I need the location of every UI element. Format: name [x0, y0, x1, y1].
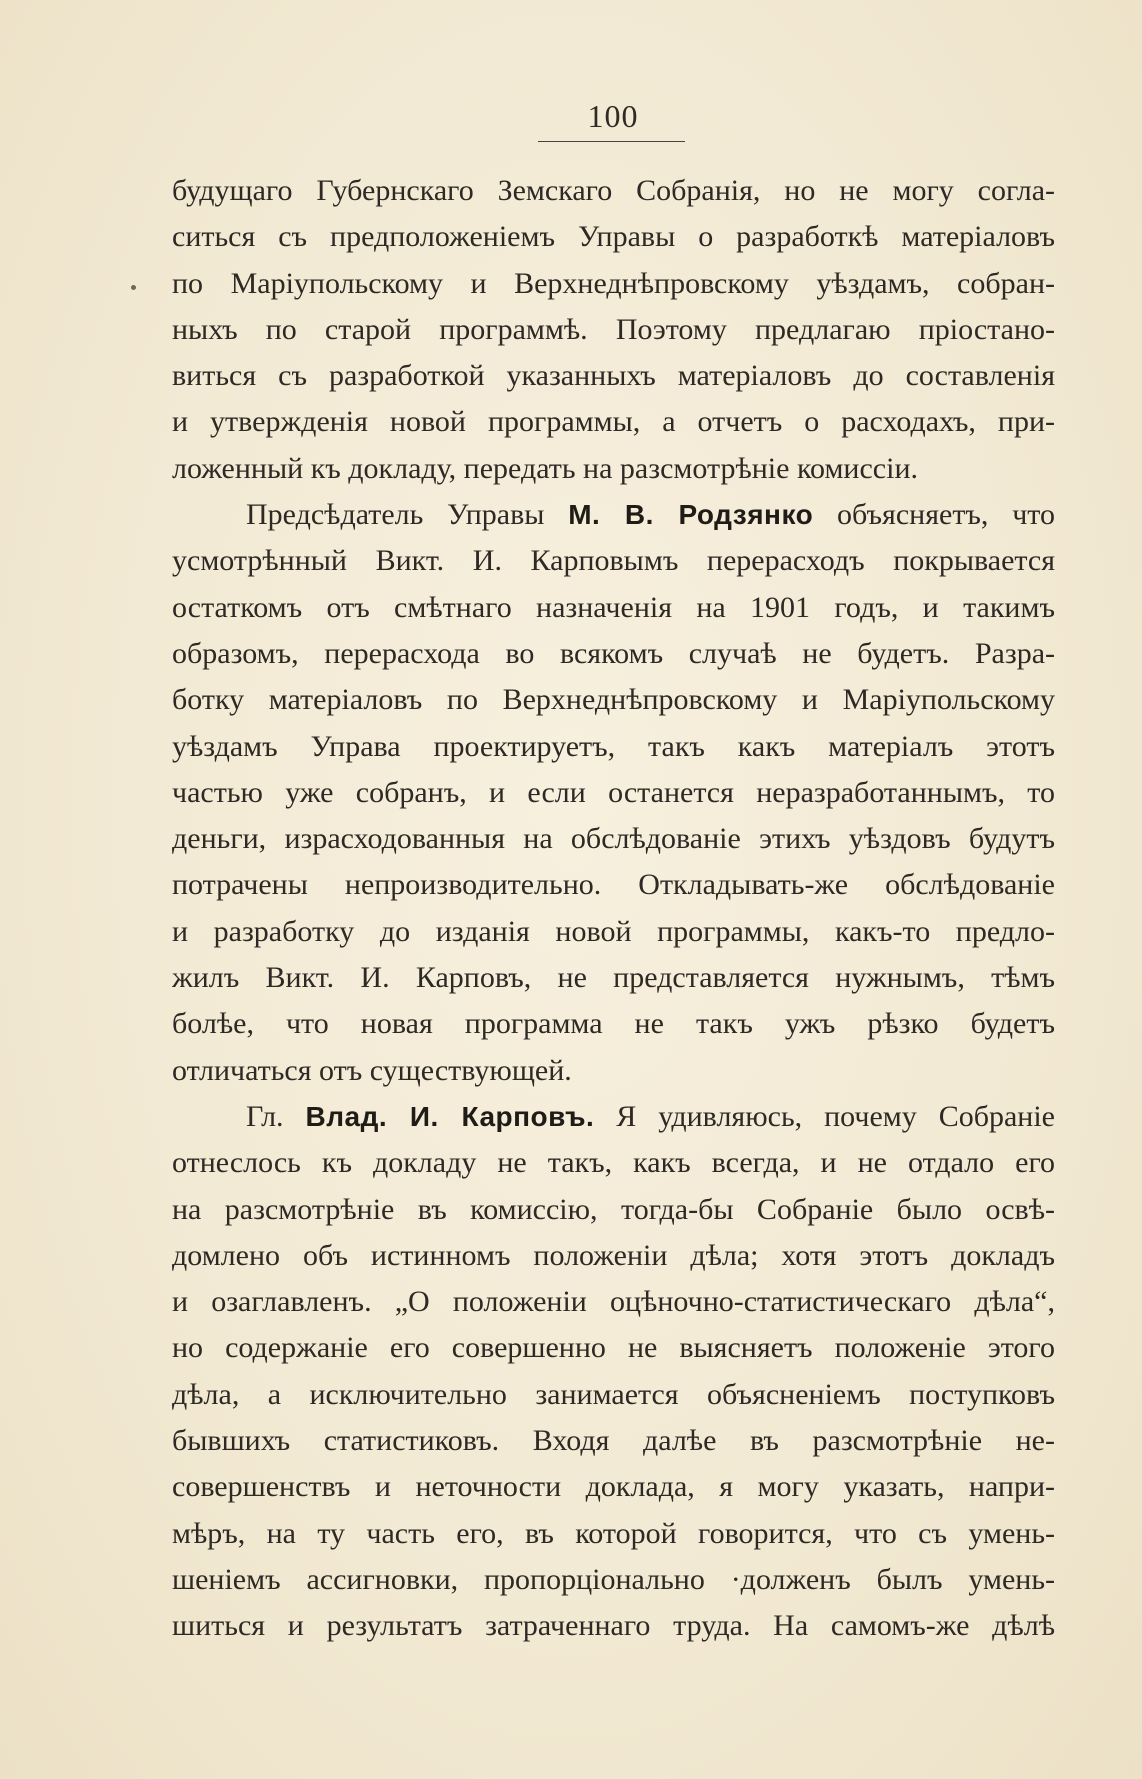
text-line: бывшихъ статистиковъ. Входя далѣе въ разсмотрѣніе не- — [172, 1424, 1055, 1458]
text-line: мѣръ, на ту часть его, въ которой говорится, что съ умень- — [172, 1516, 1055, 1550]
text-line: остаткомъ отъ смѣтнаго назначенія на 1901 годъ, и такимъ — [172, 590, 1055, 624]
speaker-intro: Гл. — [246, 1099, 284, 1133]
speaker-line — [172, 1094, 1055, 1140]
text-line: отнеслось къ докладу не такъ, какъ всегда, и не отдало его — [172, 1146, 1055, 1180]
body-text — [172, 168, 1055, 1650]
text-line: уѣздамъ Управа проектируетъ, такъ какъ матеріалъ этотъ — [172, 729, 1055, 763]
margin-dot-mark — [131, 285, 136, 290]
paragraph-1 — [172, 168, 1055, 492]
text-line: по Маріупольскому и Верхнеднѣпровскому уѣздамъ, собран- — [172, 266, 1055, 300]
speaker-name: М. В. Родзянко — [568, 499, 814, 531]
text-line: деньги, израсходованныя на обслѣдованіе этихъ уѣздовъ будутъ — [172, 822, 1055, 856]
text-line: шиться и результатъ затраченнаго труда. На самомъ-же дѣлѣ — [172, 1609, 1055, 1643]
text-line: ныхъ по старой программѣ. Поэтому предлагаю пріостано- — [172, 312, 1055, 346]
text-line: жилъ Викт. И. Карповъ, не представляется нужнымъ, тѣмъ — [172, 961, 1055, 995]
text-line: отличаться отъ существующей. — [172, 1053, 572, 1087]
text-line: на разсмотрѣніе въ комиссію, тогда-бы Собраніе было освѣ- — [172, 1192, 1055, 1226]
page-number-underline — [538, 141, 685, 142]
text-line: частью уже собранъ, и если останется неразработаннымъ, то — [172, 775, 1055, 809]
text-line: и утвержденія новой программы, а отчетъ о расходахъ, при- — [172, 405, 1055, 439]
speaker-intro: Предсѣдатель Управы — [246, 498, 545, 532]
text-line: усмотрѣнный Викт. И. Карповымъ перерасходъ покрывается — [172, 544, 1055, 578]
text-line: шеніемъ ассигновки, пропорціонально ·долженъ былъ умень- — [172, 1562, 1055, 1596]
text-line: совершенствъ и неточности доклада, я могу указать, напри- — [172, 1470, 1055, 1504]
text-line: но содержаніе его совершенно не выясняетъ положеніе этого — [172, 1331, 1055, 1365]
paragraph-2 — [172, 492, 1055, 1094]
text-line: виться съ разработкой указанныхъ матеріаловъ до составленія — [172, 359, 1055, 393]
text-line: ботку матеріаловъ по Верхнеднѣпровскому и Маріупольскому — [172, 683, 1055, 717]
text-line: ложенный къ докладу, передать на разсмотрѣніе комиссіи. — [172, 451, 919, 485]
text-line: домлено объ истинномъ положеніи дѣла; хотя этотъ докладъ — [172, 1238, 1055, 1272]
speaker-name: Влад. И. Карповъ. — [305, 1100, 595, 1132]
text-line: ситься съ предположеніемъ Управы о разработкѣ матеріаловъ — [172, 220, 1055, 254]
text-line: и озаглавленъ. „О положеніи оцѣночно-статистическаго дѣла“, — [172, 1285, 1055, 1319]
speaker-line-rest: Я удивляюсь, почему Собраніе — [616, 1099, 1055, 1133]
text-line: потрачены непроизводительно. Откладывать-же обслѣдованіе — [172, 868, 1055, 902]
page-number: 100 — [587, 98, 639, 134]
text-line: образомъ, перерасхода во всякомъ случаѣ не будетъ. Разра- — [172, 636, 1055, 670]
text-line: будущаго Губернскаго Земскаго Собранія, но не могу согла- — [172, 174, 1055, 207]
speaker-line-rest: объясняетъ, что — [837, 498, 1055, 532]
text-line: дѣла, а исключительно занимается объясненіемъ поступковъ — [172, 1377, 1055, 1411]
text-line: болѣе, что новая программа не такъ ужъ рѣзко будетъ — [172, 1007, 1055, 1041]
paragraph-3 — [172, 1094, 1055, 1650]
speaker-line — [172, 492, 1055, 538]
text-line: и разработку до изданія новой программы, какъ-то предло- — [172, 914, 1055, 948]
